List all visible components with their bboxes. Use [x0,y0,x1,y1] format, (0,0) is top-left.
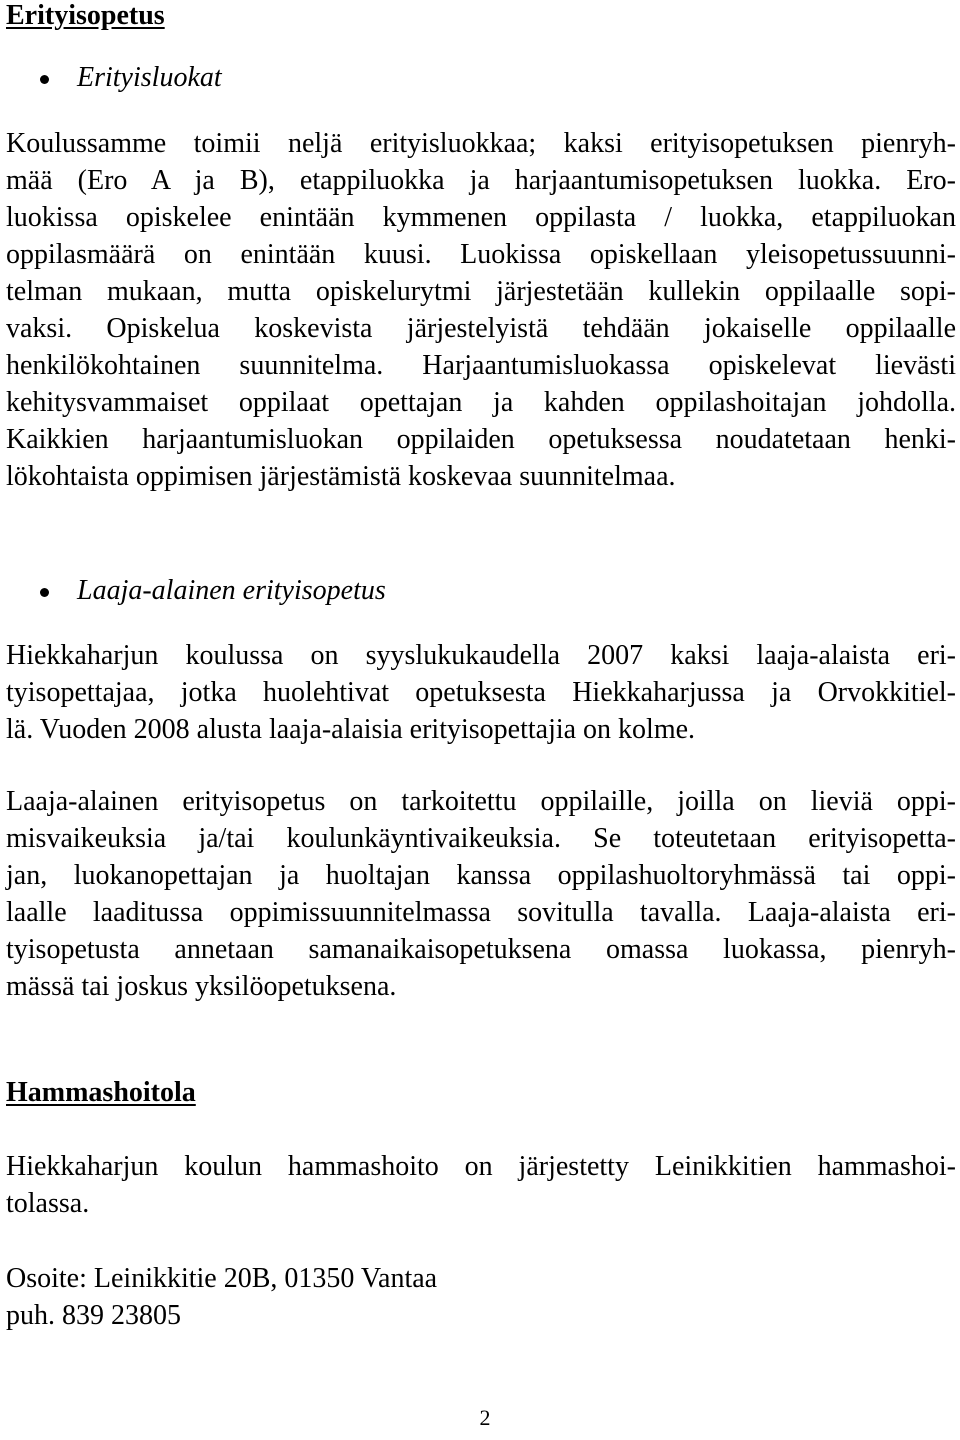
paragraph-line: lä. Vuoden 2008 alusta laaja-alaisia erityisopettajia on kolme. [6,714,696,745]
erityisluokat-paragraph [6,125,956,495]
bullet-dot-icon [40,75,49,84]
paragraph-line: Koulussamme toimii neljä erityisluokkaa; kaksi erityisopetuksen pienryh- [6,128,956,159]
paragraph-line: henkilökohtainen suunnitelma. Harjaantumisluokassa opiskelevat lievästi [6,350,956,381]
erityisluokat-title: Erityisluokat [77,62,222,93]
paragraph-line: Hiekkaharjun koulun hammashoito on järjestetty Leinikkitien hammashoi- [6,1151,956,1182]
paragraph-line: vaksi. Opiskelua koskevista järjestelyistä tehdään jokaiselle oppilaalle [6,313,956,344]
paragraph-line: jan, luokanopettajan ja huoltajan kanssa oppilashuoltoryhmässä tai oppi- [6,860,956,891]
hammashoitola-paragraph [6,1148,956,1222]
paragraph-line: Hiekkaharjun koulussa on syyslukukaudella 2007 kaksi laaja-alaista eri- [6,640,956,671]
paragraph-line: laalle laaditussa oppimissuunnitelmassa sovitulla tavalla. Laaja-alaista eri- [6,897,956,928]
paragraph-line: tyisopetusta annetaan samanaikaisopetuksena omassa luokassa, pienryh- [6,934,956,965]
paragraph-line: mää (Ero A ja B), etappiluokka ja harjaantumisopetuksen luokka. Ero- [6,165,956,196]
bullet-dot-icon [40,588,49,597]
laaja-alainen-paragraph-1 [6,637,956,748]
paragraph-line: telman mukaan, mutta opiskelurytmi järjestetään kullekin oppilaalle sopi- [6,276,956,307]
paragraph-line: mässä tai joskus yksilöopetuksena. [6,971,397,1002]
hammashoitola-heading: Hammashoitola [6,1077,196,1108]
paragraph-line: lökohtaista oppimisen järjestämistä koskevaa suunnitelmaa. [6,461,676,492]
paragraph-line: Laaja-alainen erityisopetus on tarkoitettu oppilaille, joilla on lieviä oppi- [6,786,956,817]
paragraph-line: luokissa opiskelee enintään kymmenen oppilasta / luokka, etappiluokan [6,202,956,233]
paragraph-line: tolassa. [6,1188,90,1219]
paragraph-line: tyisopettajaa, jotka huolehtivat opetuksesta Hiekkaharjussa ja Orvokkitiel- [6,677,956,708]
page-number: 2 [479,1405,491,1430]
erityisopetus-heading: Erityisopetus [6,0,165,31]
paragraph-line: oppilasmäärä on enintään kuusi. Luokissa opiskellaan yleisopetussuunni- [6,239,956,270]
paragraph-line: kehitysvammaiset oppilaat opettajan ja kahden oppilashoitajan johdolla. [6,387,956,418]
laaja-alainen-title: Laaja-alainen erityisopetus [77,575,386,606]
paragraph-line: Kaikkien harjaantumisluokan oppilaiden opetuksessa noudatetaan henki- [6,424,956,455]
hammashoitola-contact [6,1260,956,1334]
paragraph-line: misvaikeuksia ja/tai koulunkäyntivaikeuksia. Se toteutetaan erityisopetta- [6,823,956,854]
address-text: Osoite: Leinikkitie 20B, 01350 Vantaa [6,1263,438,1294]
phone-text: puh. 839 23805 [6,1300,181,1331]
laaja-alainen-paragraph-2 [6,783,956,1005]
